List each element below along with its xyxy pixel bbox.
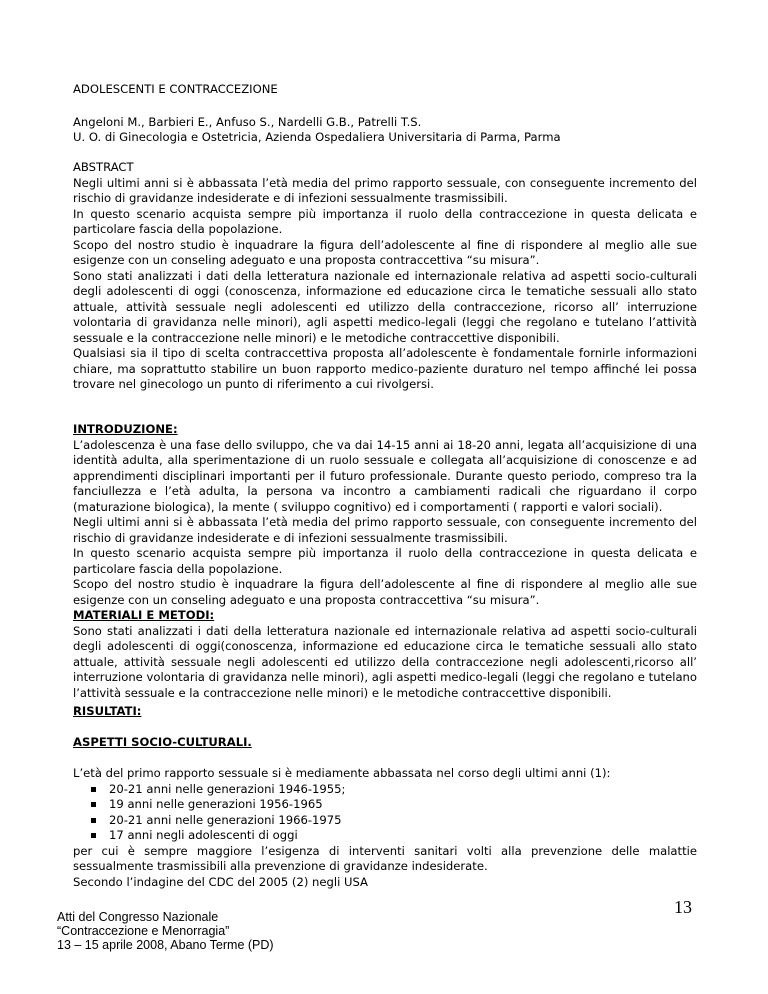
- aspetti-heading: ASPETTI SOCIO-CULTURALI.: [73, 735, 252, 749]
- abstract-paragraph: Sono stati analizzati i dati della letteratura nazionale ed internazionale relativa ad aspetti socio-culturali degli adolescenti di oggi (conoscenza, informazione ed educazione circa le tematiche sessuali allo stato attuale, attività sessuale negli adolescenti ed utilizzo della contraccezione, ricorso all’ interruzione volontaria di gravidanza nelle minori), agli aspetti medico-legali (leggi che regolano e tutelano l’attività sessuale e la contraccezione nelle minori) e le metodiche contraccettive disponibili.: [73, 268, 697, 345]
- list-item: 17 anni negli adolescenti di oggi: [97, 828, 697, 844]
- authors: Angeloni M., Barbieri E., Anfuso S., Nardelli G.B., Patrelli T.S.: [73, 115, 422, 129]
- paper-title: ADOLESCENTI E CONTRACCEZIONE: [73, 82, 278, 96]
- footer-line: 13 – 15 aprile 2008, Abano Terme (PD): [57, 938, 274, 952]
- abstract-section: [73, 160, 697, 393]
- cdc-line: Secondo l’indagine del CDC del 2005 (2) negli USA: [73, 874, 368, 889]
- introduzione-paragraph: Negli ultimi anni si è abbassata l’età media del primo rapporto sessuale, con conseguente incremento del rischio di gravidanze indesiderate e di infezioni sessualmente trasmissibili.: [73, 515, 697, 545]
- aspetti-intro: L’età del primo rapporto sessuale si è mediamente abbassata nel corso degli ultimi anni (1):: [73, 766, 611, 780]
- abstract-paragraph: In questo scenario acquista sempre più importanza il ruolo della contraccezione in questa delicata e particolare fascia della popolazione.: [73, 206, 697, 236]
- list-item: 19 anni nelle generazioni 1956-1965: [97, 797, 697, 813]
- abstract-paragraph: Negli ultimi anni si è abbassata l’età media del primo rapporto sessuale, con conseguente incremento del rischio di gravidanze indesiderate e di infezioni sessualmente trasmissibili.: [73, 175, 697, 205]
- affiliation: U. O. di Ginecologia e Ostetricia, Azienda Ospedaliera Universitaria di Parma, Parma: [73, 130, 561, 144]
- introduzione-paragraph: L’adolescenza è una fase dello sviluppo, che va dai 14-15 anni ai 18-20 anni, legata all’acquisizione di una identità adulta, alla sperimentazione di un ruolo sessuale e collegata all’acquisizione di conoscenze e ad apprendimenti disciplinari importanti per il futuro professionale. Durante questo periodo, compreso tra la fanciullezza e l’età adulta, la persona va incontro a cambiamenti radicali che riguardano il corpo (maturazione biologica), la mente ( sviluppo cognitivo) ed i comportamenti ( rapporti e valori sociali).: [73, 437, 697, 514]
- introduzione-section: [73, 422, 697, 608]
- abstract-paragraph: Qualsiasi sia il tipo di scelta contraccettiva proposta all’adolescente è fondamentale fornirle informazioni chiare, ma soprattutto stabilire un buon rapporto medico-paziente duraturo nel tempo affinché lei possa trovare nel ginecologo un punto di riferimento a cui rivolgersi.: [73, 346, 697, 391]
- risultati-heading: RISULTATI:: [73, 704, 142, 718]
- list-item: 20-21 anni nelle generazioni 1966-1975: [97, 813, 697, 829]
- footer: [57, 910, 274, 952]
- materiali-paragraph: Sono stati analizzati i dati della letteratura nazionale ed internazionale relativa ad aspetti socio-culturali degli adolescenti di oggi(conoscenza, informazione ed educazione circa le tematiche sessuali allo stato attuale, attività sessuale negli adolescenti ed utilizzo della contraccezione negli adolescenti,ricorso all’ interruzione volontaria di gravidanza nelle minori), agli aspetti medico-legali (leggi che regolano e tutelano l’attività sessuale e la contraccezione nelle minori) e le metodiche contraccettive disponibili.: [73, 623, 697, 700]
- page-number: 13: [674, 897, 692, 917]
- footer-line: Atti del Congresso Nazionale: [57, 910, 219, 924]
- list-item: 20-21 anni nelle generazioni 1946-1955;: [97, 782, 697, 798]
- introduzione-paragraph: Scopo del nostro studio è inquadrare la figura dell’adolescente al fine di rispondere al meglio alle sue esigenze con un conseling adeguato e una proposta contraccettiva “su misura”.: [73, 577, 697, 607]
- footer-line: “Contraccezione e Menorragia”: [57, 924, 230, 938]
- introduzione-heading: INTRODUZIONE:: [73, 422, 178, 436]
- abstract-heading: ABSTRACT: [73, 160, 134, 174]
- materiali-section: [73, 608, 697, 701]
- age-list: [73, 782, 697, 844]
- introduzione-paragraph: In questo scenario acquista sempre più importanza il ruolo della contraccezione in questa delicata e particolare fascia della popolazione.: [73, 546, 697, 576]
- aspetti-section: [73, 766, 697, 890]
- aspetti-after: per cui è sempre maggiore l’esigenza di interventi sanitari volti alla prevenzione delle malattie sessualmente trasmissibili alla prevenzione di gravidanze indesiderate.: [73, 843, 697, 873]
- materiali-heading: MATERIALI E METODI:: [73, 608, 215, 622]
- abstract-paragraph: Scopo del nostro studio è inquadrare la figura dell’adolescente al fine di rispondere al meglio alle sue esigenze con un conseling adeguato e una proposta contraccettiva “su misura”.: [73, 237, 697, 267]
